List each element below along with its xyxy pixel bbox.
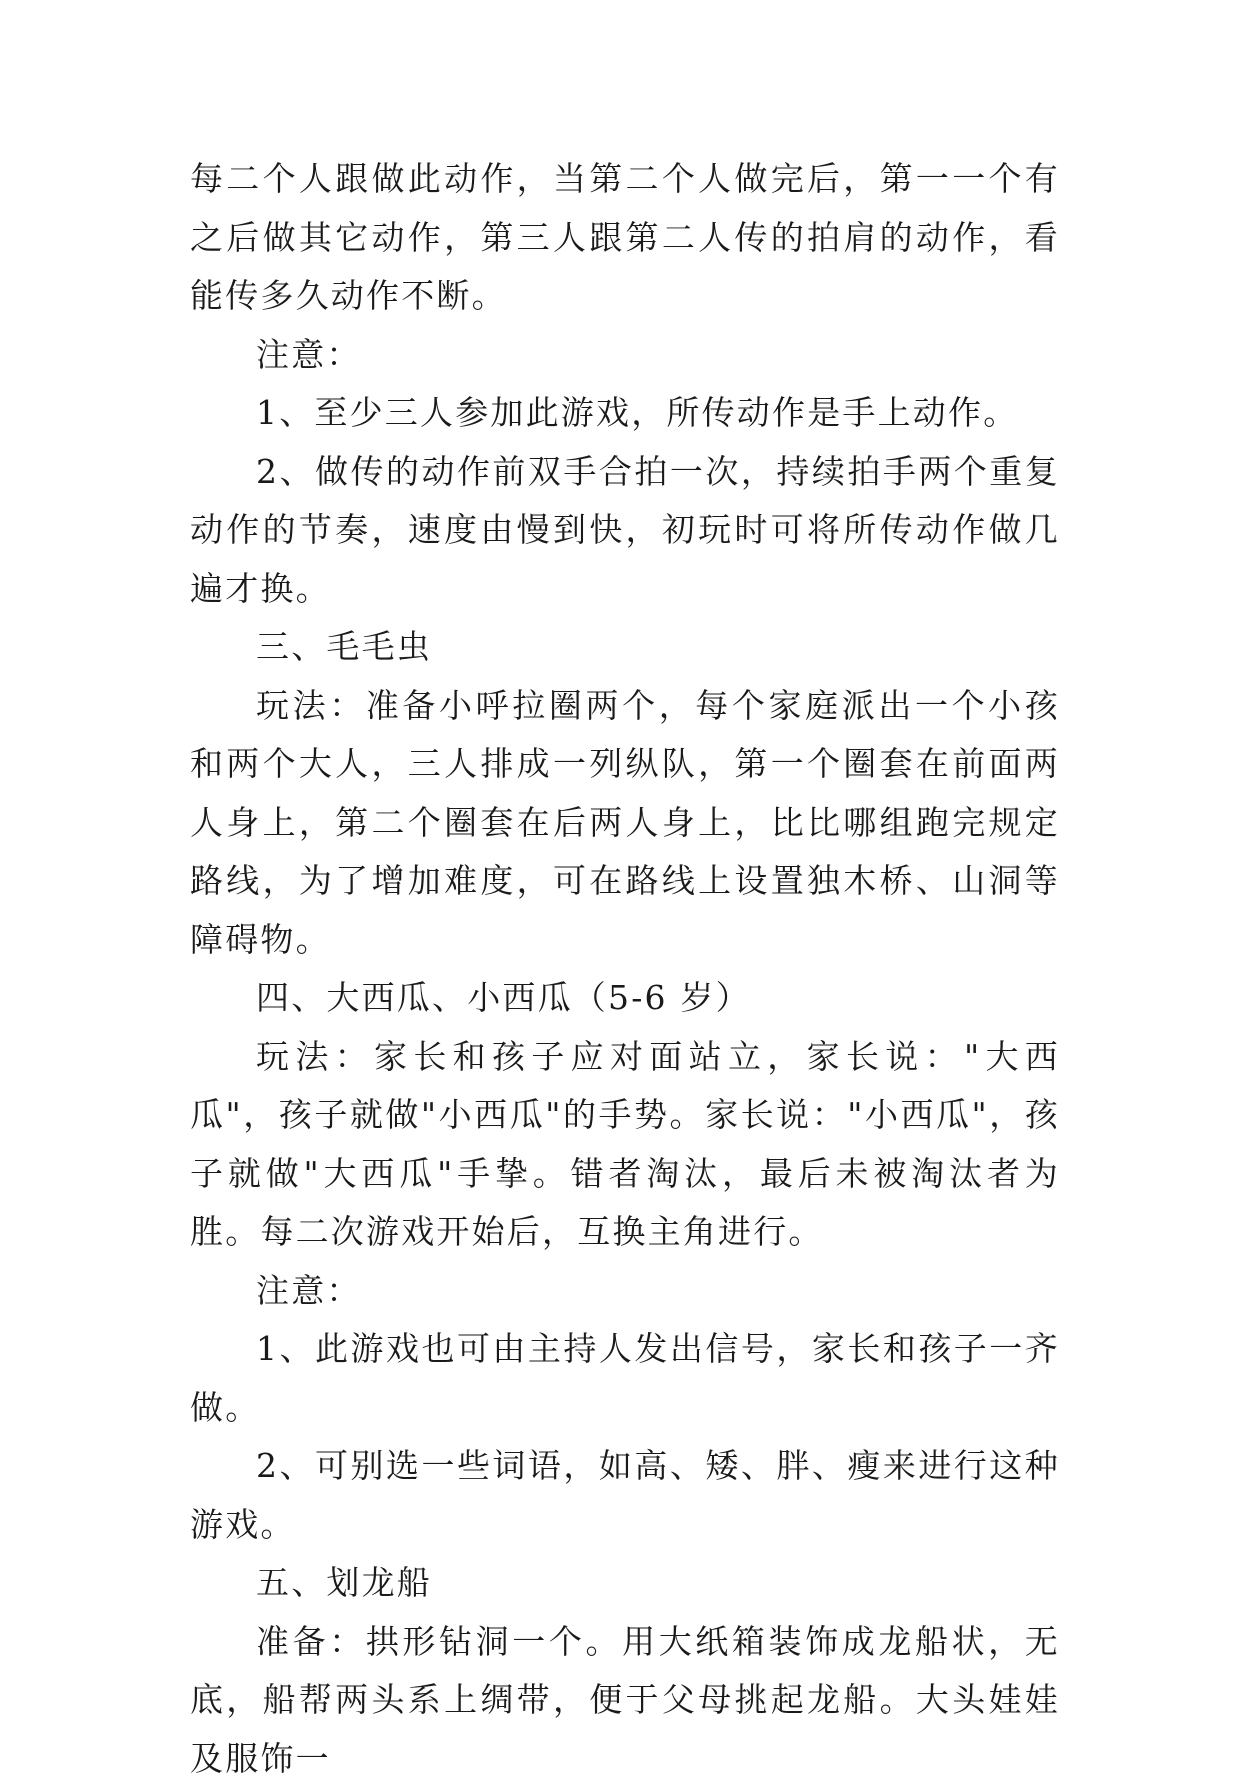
paragraph-note-1: 1、至少三人参加此游戏，所传动作是手上动作。 [190,384,1060,443]
paragraph-note-heading-2: 注意： [190,1262,1060,1321]
paragraph-note-2: 2、做传的动作前双手合拍一次，持续拍手两个重复动作的节奏，速度由慢到快，初玩时可将所传动作做几遍才换。 [190,443,1060,619]
paragraph-watermelon-rules: 玩法：家长和孩子应对面站立，家长说："大西瓜"，孩子就做"小西瓜"的手势。家长说："小西瓜"，孩子就做"大西瓜"手挚。错者淘汰，最后未被淘汰者为胜。每二次游戏开始后，互换主角进行。 [190,1028,1060,1262]
paragraph-note-2-1: 1、此游戏也可由主持人发出信号，家长和孩子一齐做。 [190,1320,1060,1437]
paragraph-dragon-boat-prep: 准备：拱形钻洞一个。用大纸箱装饰成龙船状，无底，船帮两头系上绸带，便于父母挑起龙船。大头娃娃及服饰一 [190,1613,1060,1788]
paragraph-note-2-2: 2、可别选一些词语，如高、矮、胖、瘦来进行这种游戏。 [190,1437,1060,1554]
paragraph-note-heading: 注意： [190,326,1060,385]
section-heading-watermelon: 四、大西瓜、小西瓜（5-6 岁） [190,969,1060,1028]
paragraph-caterpillar-rules: 玩法：准备小呼拉圈两个，每个家庭派出一个小孩和两个大人，三人排成一列纵队，第一个圈套在前面两人身上，第二个圈套在后两人身上，比比哪组跑完规定路线，为了增加难度，可在路线上设置独木桥、山洞等障碍物。 [190,677,1060,970]
document-body [190,150,1060,1788]
paragraph-continuation: 每二个人跟做此动作，当第二个人做完后，第一一个有之后做其它动作，第三人跟第二人传的拍肩的动作，看能传多久动作不断。 [190,150,1060,326]
section-heading-caterpillar: 三、毛毛虫 [190,618,1060,677]
section-heading-dragon-boat: 五、划龙船 [190,1554,1060,1613]
